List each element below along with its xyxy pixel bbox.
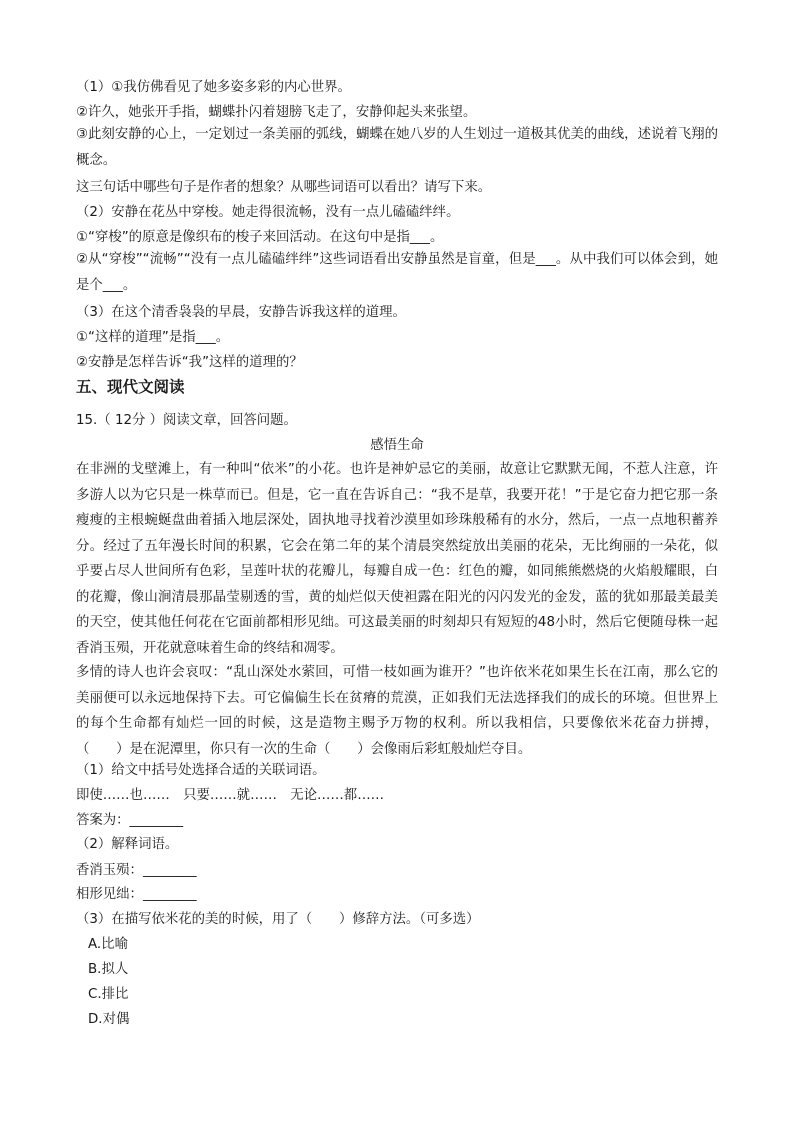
q14-part2-item1: ①“穿梭”的原意是像织布的梭子来回活动。在这句中是指___。 [76,230,444,245]
q14-part3-item1: ①“这样的道理”是指___。 [76,330,230,345]
option-b: B.拟人 [88,962,129,977]
q15-header: 15.（ 12分 ）阅读文章，回答问题。 [76,413,297,428]
q14-part3-intro: （3）在这个清香袅袅的早晨，安静告诉我这样的道理。 [76,305,406,320]
q15-sub1: （1）给文中括号处选择合适的关联词语。 [76,763,326,778]
q15-word1: 香消玉殒：________ [76,863,197,878]
q14-part1-intro: （1）①我仿佛看见了她多姿多彩的内心世界。 [76,80,351,95]
q15-sub2: （2）解释词语。 [76,837,179,852]
q14-part2-item2: ②从“穿梭”“流畅”“没有一点儿磕磕绊绊”这些词语看出安静虽然是盲童，但是___。从中我们可以体会到，她是个___。 [76,252,718,293]
article-title: 感悟生命 [370,438,424,453]
section-heading: 五、现代文阅读 [76,378,185,396]
article-paragraph-1: 在非洲的戈壁滩上，有一种叫“依米”的小花。也许是神妒忌它的美丽，故意让它默默无闻，不惹人注意，许多游人以为它只是一株草而已。但是，它一直在告诉自己：“我不是草，我要开花！”于是它奋力把它那一条瘦瘦的主根蜿蜒盘曲着插入地层深处，固执地寻找着沙漠里如珍珠般稀有的水分，然后，一点一点地积蓄养分。经过了五年漫长时间的积累，它会在第二年的某个清晨突然绽放出美丽的花朵，无比绚丽的一朵花，似乎要占尽人世间所有色彩，呈莲叶状的花瓣儿，每瓣自成一色：红色的瓣，如同熊熊燃烧的火焰般耀眼，白的花瓣，像山涧清晨那晶莹剔透的雪，黄的灿烂似天使袒露在阳光的闪闪发光的金发，蓝的犹如那最美最美的天空，使其他任何花在它面前都相形见绌。可这最美丽的时刻却只有短短的48小时，然后它便随母株一起香消玉殒，开花就意味着生命的终结和凋零。 [76,462,718,656]
q14-part2-intro: （2）安静在花丛中穿梭。她走得很流畅，没有一点儿磕磕绊绊。 [76,205,460,220]
q14-part1-sentence3: ③此刻安静的心上，一定划过一条美丽的弧线，蝴蝶在她八岁的人生划过一道极其优美的曲线，述说着飞翔的概念。 [76,127,718,168]
q15-answer-blank: 答案为：________ [76,813,184,828]
q14-part1-question: 这三句话中哪些句子是作者的想象？从哪些词语可以看出？请写下来。 [76,180,492,195]
q14-part3-item2: ②安静是怎样告诉“我”这样的道理的？ [76,355,303,370]
option-d: D.对偶 [88,1012,130,1027]
q15-sub3: （3）在描写依米花的美的时候，用了（ ）修辞方法。（可多选） [76,912,480,927]
option-a: A.比喻 [88,937,128,952]
q15-word2: 相形见绌：________ [76,887,197,902]
article-paragraph-2: 多情的诗人也许会哀叹：“乱山深处水萦回，可惜一枝如画为谁开？”也许依米花如果生长在江南，那么它的美丽便可以永远地保持下去。可它偏偏生长在贫瘠的荒漠，正如我们无法选择我们的成长的环境。但世界上的每个生命都有灿烂一回的时候，这是造物主赐予万物的权利。所以我相信，只要像依米花奋力拼搏，（ ）是在泥潭里，你只有一次的生命（ ）会像雨后彩虹般灿烂夺目。 [76,665,718,757]
q14-part1-sentence2: ②许久，她张开手指，蝴蝶扑闪着翅膀飞走了，安静仰起头来张望。 [76,105,477,120]
option-c: C.排比 [88,987,129,1002]
q15-choices: 即使……也…… 只要……就…… 无论……都…… [76,788,384,803]
